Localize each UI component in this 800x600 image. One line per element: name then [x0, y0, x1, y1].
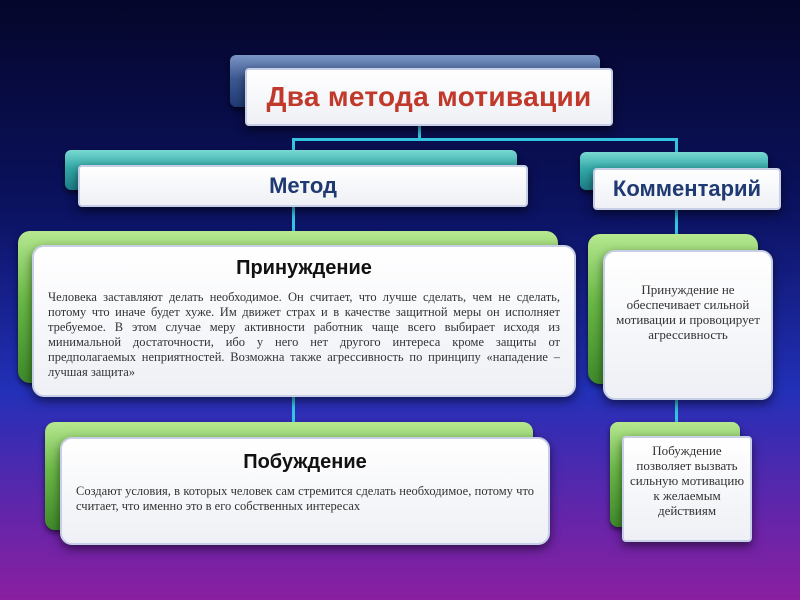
method-header-box — [78, 165, 528, 207]
comment-header-box — [593, 168, 781, 210]
comment-header-label: Комментарий — [612, 176, 762, 201]
connector-to-comment — [675, 138, 678, 153]
slide-title: Два метода мотивации — [266, 81, 592, 112]
comment1-box — [603, 250, 773, 400]
comment2-box — [622, 436, 752, 542]
coercion-box — [32, 245, 576, 397]
connector-comment-to-comment1 — [675, 208, 678, 236]
title-box — [245, 68, 613, 126]
coercion-comment: Принуждение не обеспечивает сильной мотивации и провоцирует агрессивность — [616, 282, 760, 342]
coercion-description: Человека заставляют делать необходимое. Он считает, что лучше сделать, чем не сделать, потому что иначе будет хуже. Им движет страх и в качестве защитной меры он исполняет требуемое. В этом случае меру активности работник чаще всего выбирает исходя из минимальной достаточности, ибо у него нет другого интереса кроме защиты от предполагаемых неприятностей. Возможна также агрессивность по принципу «нападение – лучшая защита» — [48, 290, 560, 379]
method-header-label: Метод — [269, 173, 337, 198]
incentive-description: Создают условия, в которых человек сам стремится сделать необходимое, потому что считает, что именно это в его собственных интересах — [76, 484, 534, 513]
connector-top-horizontal — [292, 138, 677, 141]
connector-coercion-to-incentive — [292, 395, 295, 425]
incentive-comment: Побуждение позволяет вызвать сильную мотивацию к желаемым действиям — [629, 443, 745, 518]
coercion-title: Принуждение — [236, 257, 372, 279]
incentive-box — [60, 437, 550, 545]
incentive-title: Побуждение — [243, 451, 367, 473]
